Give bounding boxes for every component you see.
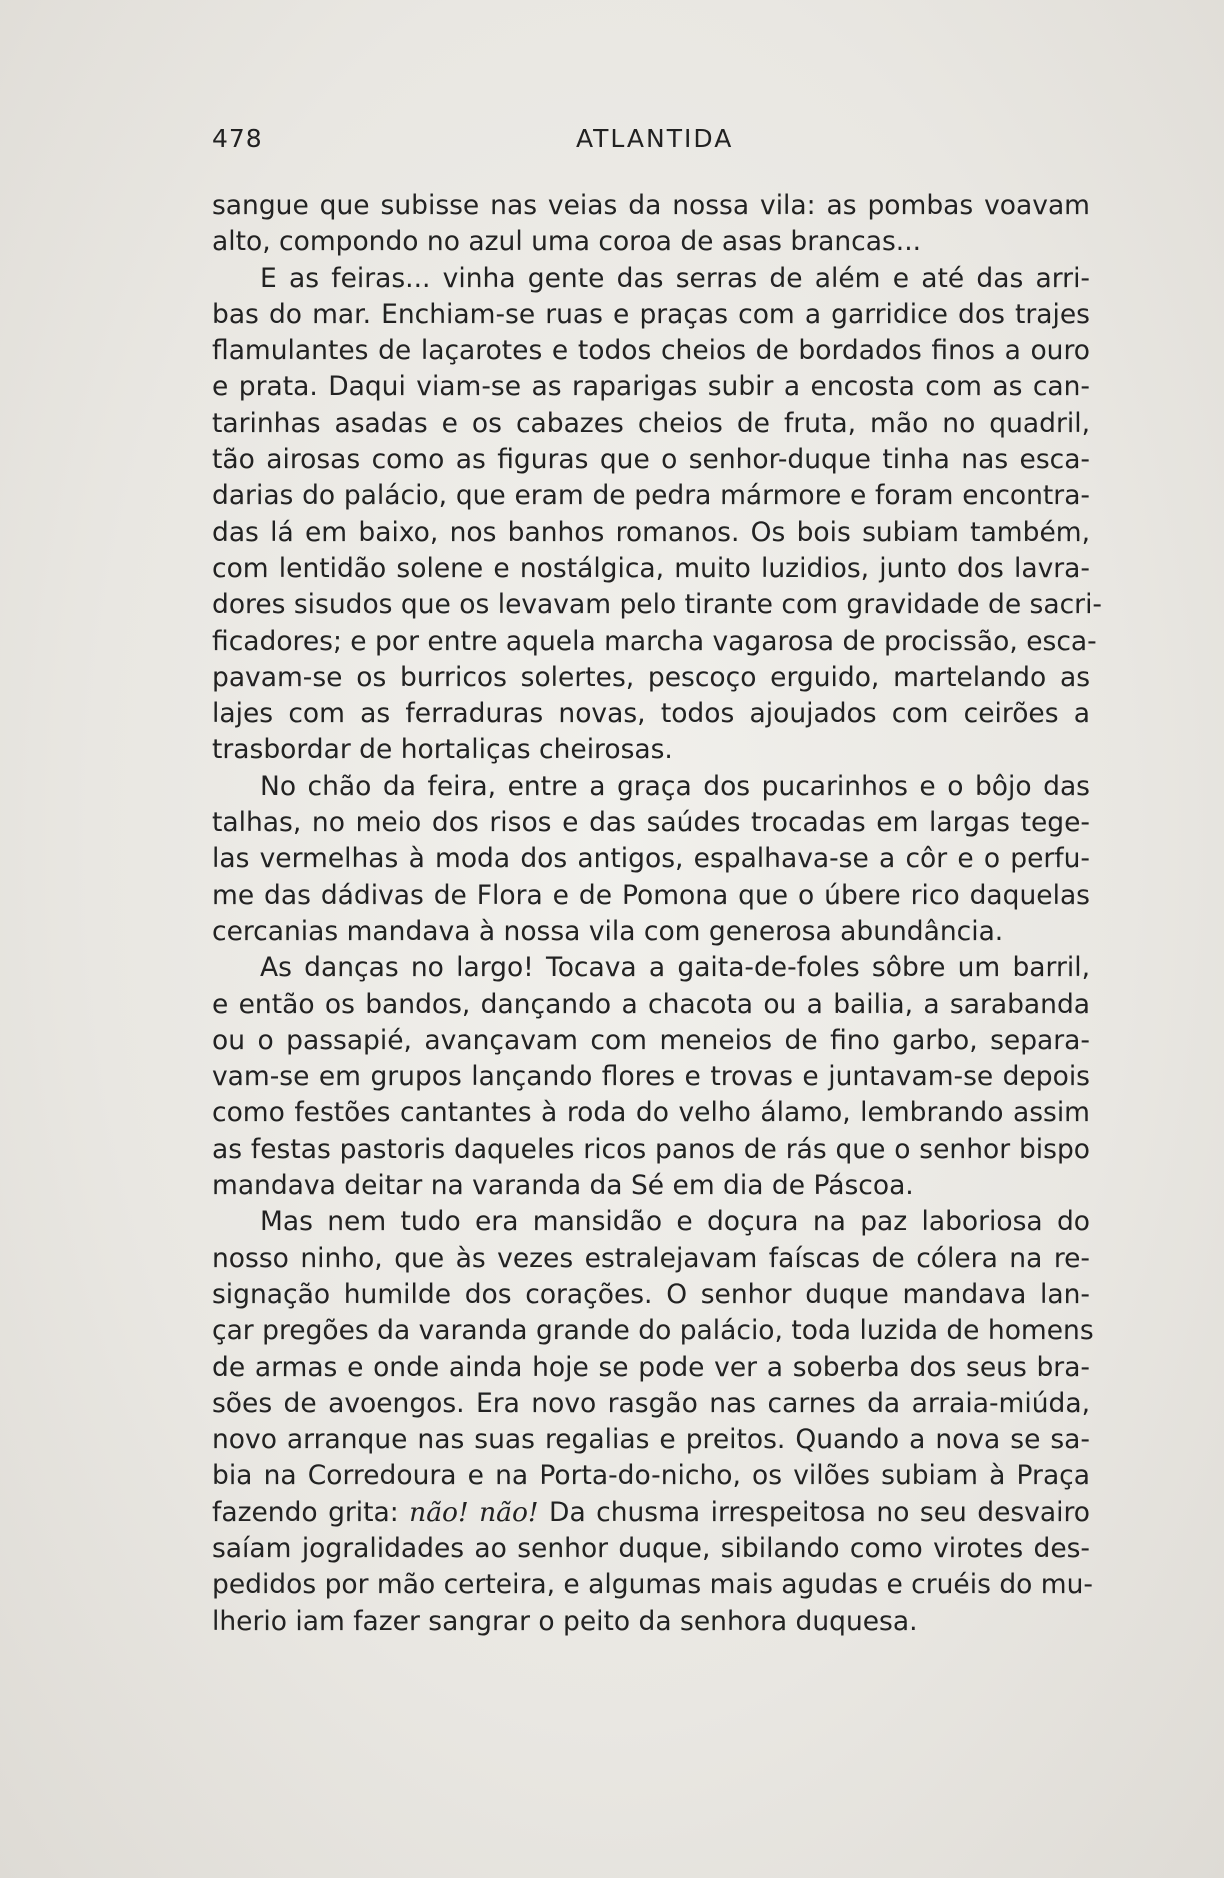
- text-line: As danças no largo! Tocava a gaita-de-foles sôbre um barril,: [260, 952, 1090, 984]
- text-line: bia na Corredoura e na Porta-do-nicho, os vilões subiam à Praça: [212, 1460, 1090, 1492]
- text-line: flamulantes de laçarotes e todos cheios de bordados finos a ouro: [212, 335, 1090, 367]
- text-line: talhas, no meio dos risos e das saúdes trocadas em largas tege-: [212, 807, 1090, 839]
- text-line: as festas pastoris daqueles ricos panos de rás que o senhor bispo: [212, 1133, 1090, 1165]
- text-line: Mas nem tudo era mansidão e doçura na paz laboriosa do: [260, 1206, 1090, 1238]
- text-line: dores sisudos que os levavam pelo tirante com gravidade de sacri-: [212, 589, 1102, 621]
- text-line: e prata. Daqui viam-se as raparigas subir a encosta com as can-: [212, 371, 1090, 403]
- body-text: [212, 188, 1102, 1640]
- text-line: novo arranque nas suas regalias e preitos. Quando a nova se sa-: [212, 1424, 1090, 1456]
- italic-text: não! não!: [409, 1496, 539, 1528]
- text-segment: Da chusma irrespeitosa no seu desvairo: [538, 1496, 1090, 1528]
- text-line: de armas e onde ainda hoje se pode ver a soberba dos seus bra-: [212, 1351, 1090, 1383]
- text-line: ficadores; e por entre aquela marcha vagarosa de procissão, esca-: [212, 625, 1097, 657]
- text-line: E as feiras... vinha gente das serras de além e até das arri-: [260, 262, 1090, 294]
- text-line: cercanias mandava à nossa vila com generosa abundância.: [212, 915, 1004, 947]
- text-line: lajes com as ferraduras novas, todos ajoujados com ceirões a: [212, 698, 1090, 730]
- text-line: [212, 1495, 1090, 1531]
- text-line: vam-se em grupos lançando flores e trovas e juntavam-se depois: [212, 1061, 1090, 1093]
- text-line: pavam-se os burricos solertes, pescoço erguido, martelando as: [212, 661, 1090, 693]
- text-line: pedidos por mão certeira, e algumas mais agudas e cruéis do mu-: [212, 1569, 1093, 1601]
- text-line: alto, compondo no azul uma coroa de asas brancas...: [212, 226, 922, 258]
- text-line: signação humilde dos corações. O senhor duque mandava lan-: [212, 1278, 1090, 1310]
- text-line: trasbordar de hortaliças cheirosas.: [212, 734, 673, 766]
- text-line: tarinhas asadas e os cabazes cheios de fruta, mão no quadril,: [212, 407, 1090, 439]
- text-line: bas do mar. Enchiam-se ruas e praças com a garridice dos trajes: [212, 298, 1090, 330]
- text-line: ou o passapié, avançavam com meneios de fino garbo, separa-: [212, 1024, 1090, 1056]
- running-title: ATLANTIDA: [576, 124, 734, 153]
- text-line: tão airosas como as figuras que o senhor-duque tinha nas esca-: [212, 444, 1090, 476]
- text-line: sões de avoengos. Era novo rasgão nas carnes da arraia-miúda,: [212, 1387, 1090, 1419]
- text-line: darias do palácio, que eram de pedra mármore e foram encontra-: [212, 480, 1090, 512]
- text-line: me das dádivas de Flora e de Pomona que o úbere rico daquelas: [212, 879, 1090, 911]
- text-line: mandava deitar na varanda da Sé em dia de Páscoa.: [212, 1170, 914, 1202]
- text-line: lherio iam fazer sangrar o peito da senhora duquesa.: [212, 1605, 918, 1637]
- text-line: com lentidão solene e nostálgica, muito luzidios, junto dos lavra-: [212, 552, 1090, 584]
- text-segment: fazendo grita:: [212, 1496, 410, 1528]
- page-number: 478: [212, 124, 263, 153]
- text-line: e então os bandos, dançando a chacota ou a bailia, a sarabanda: [212, 988, 1090, 1020]
- text-line: No chão da feira, entre a graça dos pucarinhos e o bôjo das: [260, 770, 1090, 802]
- text-line: saíam jogralidades ao senhor duque, sibilando como virotes des-: [212, 1532, 1090, 1564]
- text-line: como festões cantantes à roda do velho álamo, lembrando assim: [212, 1097, 1090, 1129]
- text-line: nosso ninho, que às vezes estralejavam faíscas de cólera na re-: [212, 1242, 1090, 1274]
- text-line: das lá em baixo, nos banhos romanos. Os bois subiam também,: [212, 516, 1090, 548]
- page-header: [212, 124, 1092, 164]
- text-line: çar pregões da varanda grande do palácio, toda luzida de homens: [212, 1315, 1094, 1347]
- text-line: sangue que subisse nas veias da nossa vila: as pombas voavam: [212, 190, 1090, 221]
- text-line: las vermelhas à moda dos antigos, espalhava-se a côr e o perfu-: [212, 843, 1090, 875]
